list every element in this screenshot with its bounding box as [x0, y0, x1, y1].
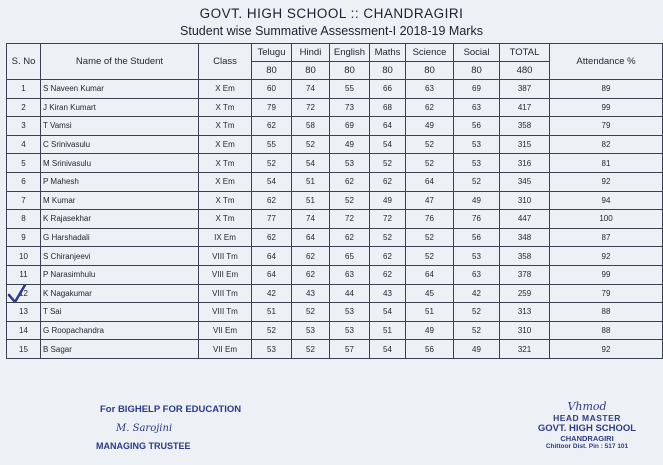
- cell-sno: 13: [7, 303, 41, 322]
- cell-name: P Narasimhulu: [41, 265, 199, 284]
- cell-name: G Roopachandra: [41, 321, 199, 340]
- cell-science: 49: [406, 321, 454, 340]
- cell-sno: 12: [7, 284, 41, 303]
- cell-class: VIII Em: [199, 265, 252, 284]
- cell-class: VIII Tm: [199, 247, 252, 266]
- cell-maths: 66: [370, 80, 406, 99]
- col-header-science: Science: [406, 44, 454, 62]
- col-header-name: Name of the Student: [41, 44, 199, 80]
- cell-science: 56: [406, 340, 454, 359]
- col-header-social: Social: [454, 44, 500, 62]
- cell-attendance: 92: [550, 247, 663, 266]
- cell-class: VIII Tm: [199, 303, 252, 322]
- cell-name: P Mahesh: [41, 172, 199, 191]
- cell-attendance: 79: [550, 284, 663, 303]
- cell-english: 62: [330, 172, 370, 191]
- cell-total: 316: [500, 154, 550, 173]
- cell-telugu: 51: [252, 303, 292, 322]
- cell-attendance: 82: [550, 135, 663, 154]
- cell-english: 72: [330, 210, 370, 229]
- cell-total: 313: [500, 303, 550, 322]
- cell-social: 53: [454, 154, 500, 173]
- cell-english: 53: [330, 321, 370, 340]
- cell-telugu: 60: [252, 80, 292, 99]
- table-row: [7, 321, 663, 340]
- cell-hindi: 74: [292, 80, 330, 99]
- cell-sno: 7: [7, 191, 41, 210]
- cell-social: 52: [454, 303, 500, 322]
- max-english: 80: [330, 62, 370, 80]
- table-row: [7, 135, 663, 154]
- cell-total: 358: [500, 117, 550, 136]
- cell-science: 49: [406, 117, 454, 136]
- cell-name: S Naveen Kumar: [41, 80, 199, 99]
- cell-attendance: 94: [550, 191, 663, 210]
- cell-name: B Sagar: [41, 340, 199, 359]
- cell-maths: 64: [370, 117, 406, 136]
- cell-maths: 62: [370, 247, 406, 266]
- cell-maths: 54: [370, 303, 406, 322]
- cell-attendance: 99: [550, 98, 663, 117]
- cell-total: 345: [500, 172, 550, 191]
- max-maths: 80: [370, 62, 406, 80]
- cell-name: C Srinivasulu: [41, 135, 199, 154]
- table-row: [7, 303, 663, 322]
- cell-class: X Tm: [199, 98, 252, 117]
- cell-hindi: 54: [292, 154, 330, 173]
- cell-class: X Tm: [199, 191, 252, 210]
- cell-sno: 1: [7, 80, 41, 99]
- cell-science: 52: [406, 228, 454, 247]
- cell-maths: 51: [370, 321, 406, 340]
- cell-english: 55: [330, 80, 370, 99]
- cell-science: 52: [406, 154, 454, 173]
- table-row: [7, 80, 663, 99]
- table-row: [7, 284, 663, 303]
- cell-social: 56: [454, 228, 500, 247]
- cell-hindi: 43: [292, 284, 330, 303]
- cell-social: 76: [454, 210, 500, 229]
- cell-science: 45: [406, 284, 454, 303]
- cell-science: 51: [406, 303, 454, 322]
- cell-sno: 11: [7, 265, 41, 284]
- marks-table: [6, 43, 663, 359]
- cell-sno: 2: [7, 98, 41, 117]
- cell-total: 315: [500, 135, 550, 154]
- cell-hindi: 62: [292, 265, 330, 284]
- cell-attendance: 81: [550, 154, 663, 173]
- table-row: [7, 172, 663, 191]
- cell-english: 73: [330, 98, 370, 117]
- cell-name: M Kumar: [41, 191, 199, 210]
- col-header-maths: Maths: [370, 44, 406, 62]
- cell-telugu: 53: [252, 340, 292, 359]
- table-row: [7, 210, 663, 229]
- cell-telugu: 79: [252, 98, 292, 117]
- school-title: GOVT. HIGH SCHOOL :: CHANDRAGIRI: [199, 6, 464, 21]
- cell-english: 63: [330, 265, 370, 284]
- cell-total: 348: [500, 228, 550, 247]
- table-row: [7, 340, 663, 359]
- cell-english: 57: [330, 340, 370, 359]
- headmaster-stamp: [522, 400, 652, 450]
- cell-name: K Rajasekhar: [41, 210, 199, 229]
- cell-total: 259: [500, 284, 550, 303]
- max-telugu: 80: [252, 62, 292, 80]
- cell-maths: 62: [370, 172, 406, 191]
- cell-telugu: 62: [252, 228, 292, 247]
- cell-name: S Chiranjeevi: [41, 247, 199, 266]
- cell-english: 49: [330, 135, 370, 154]
- col-header-attendance: Attendance %: [550, 44, 663, 80]
- cell-sno: 4: [7, 135, 41, 154]
- cell-hindi: 58: [292, 117, 330, 136]
- cell-attendance: 89: [550, 80, 663, 99]
- headmaster-signature: Vhmod: [567, 400, 607, 413]
- cell-social: 42: [454, 284, 500, 303]
- cell-english: 52: [330, 191, 370, 210]
- cell-name: T Sai: [41, 303, 199, 322]
- cell-telugu: 54: [252, 172, 292, 191]
- cell-telugu: 42: [252, 284, 292, 303]
- cell-attendance: 87: [550, 228, 663, 247]
- trustee-role: MANAGING TRUSTEE: [96, 441, 191, 451]
- cell-hindi: 52: [292, 303, 330, 322]
- cell-maths: 52: [370, 154, 406, 173]
- cell-hindi: 51: [292, 191, 330, 210]
- cell-telugu: 62: [252, 117, 292, 136]
- cell-maths: 54: [370, 135, 406, 154]
- cell-science: 62: [406, 98, 454, 117]
- table-row: [7, 228, 663, 247]
- col-header-hindi: Hindi: [292, 44, 330, 62]
- col-header-telugu: Telugu: [252, 44, 292, 62]
- cell-science: 52: [406, 135, 454, 154]
- cell-class: X Tm: [199, 154, 252, 173]
- cell-telugu: 64: [252, 247, 292, 266]
- cell-hindi: 52: [292, 340, 330, 359]
- cell-total: 358: [500, 247, 550, 266]
- cell-class: VII Em: [199, 340, 252, 359]
- cell-science: 63: [406, 80, 454, 99]
- cell-english: 53: [330, 303, 370, 322]
- stamp-title: HEAD MASTER: [553, 413, 621, 423]
- cell-maths: 54: [370, 340, 406, 359]
- col-header-sno: S. No: [7, 44, 41, 80]
- cell-social: 63: [454, 98, 500, 117]
- stamp-town: CHANDRAGIRI: [560, 434, 614, 443]
- table-row: [7, 191, 663, 210]
- header-row: [7, 44, 663, 62]
- cell-science: 64: [406, 265, 454, 284]
- cell-social: 56: [454, 117, 500, 136]
- table-row: [7, 247, 663, 266]
- cell-class: X Tm: [199, 117, 252, 136]
- cell-name: G Harshadali: [41, 228, 199, 247]
- cell-sno: 10: [7, 247, 41, 266]
- cell-english: 69: [330, 117, 370, 136]
- cell-maths: 62: [370, 265, 406, 284]
- cell-sno: 6: [7, 172, 41, 191]
- cell-class: X Tm: [199, 210, 252, 229]
- cell-maths: 72: [370, 210, 406, 229]
- cell-hindi: 74: [292, 210, 330, 229]
- cell-name: J Kiran Kumart: [41, 98, 199, 117]
- cell-science: 47: [406, 191, 454, 210]
- cell-hindi: 51: [292, 172, 330, 191]
- cell-hindi: 62: [292, 247, 330, 266]
- cell-social: 63: [454, 265, 500, 284]
- cell-science: 76: [406, 210, 454, 229]
- cell-maths: 68: [370, 98, 406, 117]
- cell-total: 321: [500, 340, 550, 359]
- stamp-address: Chittoor Dist. Pin : 517 101: [545, 443, 629, 450]
- cell-telugu: 62: [252, 191, 292, 210]
- cell-class: X Em: [199, 135, 252, 154]
- trustee-signature: M. Sarojini: [116, 423, 173, 434]
- cell-name: T Vamsi: [41, 117, 199, 136]
- cell-attendance: 92: [550, 340, 663, 359]
- table-row: [7, 98, 663, 117]
- cell-class: X Em: [199, 172, 252, 191]
- cell-social: 52: [454, 172, 500, 191]
- cell-hindi: 72: [292, 98, 330, 117]
- col-header-class: Class: [199, 44, 252, 80]
- cell-social: 52: [454, 321, 500, 340]
- cell-science: 64: [406, 172, 454, 191]
- cell-telugu: 77: [252, 210, 292, 229]
- cell-total: 417: [500, 98, 550, 117]
- cell-sno: 5: [7, 154, 41, 173]
- cell-science: 52: [406, 247, 454, 266]
- cell-name: K Nagakumar: [41, 284, 199, 303]
- cell-hindi: 52: [292, 135, 330, 154]
- cell-maths: 43: [370, 284, 406, 303]
- cell-english: 65: [330, 247, 370, 266]
- student-rows: [7, 80, 663, 359]
- cell-class: IX Em: [199, 228, 252, 247]
- col-header-total: TOTAL: [500, 44, 550, 62]
- max-total: 480: [500, 62, 550, 80]
- cell-class: X Em: [199, 80, 252, 99]
- cell-sno: 9: [7, 228, 41, 247]
- cell-maths: 49: [370, 191, 406, 210]
- table-row: [7, 265, 663, 284]
- cell-maths: 52: [370, 228, 406, 247]
- cell-telugu: 55: [252, 135, 292, 154]
- cell-attendance: 92: [550, 172, 663, 191]
- cell-hindi: 64: [292, 228, 330, 247]
- cell-english: 44: [330, 284, 370, 303]
- cell-total: 447: [500, 210, 550, 229]
- cell-hindi: 53: [292, 321, 330, 340]
- cell-total: 378: [500, 265, 550, 284]
- cell-total: 387: [500, 80, 550, 99]
- cell-telugu: 52: [252, 154, 292, 173]
- stamp-school: GOVT. HIGH SCHOOL: [537, 423, 637, 434]
- check-mark-icon: [7, 284, 27, 303]
- cell-english: 62: [330, 228, 370, 247]
- table-row: [7, 154, 663, 173]
- cell-sno: 14: [7, 321, 41, 340]
- col-header-english: English: [330, 44, 370, 62]
- cell-sno: 15: [7, 340, 41, 359]
- cell-total: 310: [500, 321, 550, 340]
- cell-class: VIII Tm: [199, 284, 252, 303]
- cell-social: 53: [454, 247, 500, 266]
- cell-attendance: 88: [550, 321, 663, 340]
- max-social: 80: [454, 62, 500, 80]
- sponsor-label: For BIGHELP FOR EDUCATION: [100, 404, 242, 415]
- cell-attendance: 100: [550, 210, 663, 229]
- cell-name: M Srinivasulu: [41, 154, 199, 173]
- cell-social: 69: [454, 80, 500, 99]
- cell-social: 49: [454, 191, 500, 210]
- cell-sno: 8: [7, 210, 41, 229]
- cell-social: 53: [454, 135, 500, 154]
- cell-attendance: 99: [550, 265, 663, 284]
- cell-english: 53: [330, 154, 370, 173]
- cell-telugu: 52: [252, 321, 292, 340]
- cell-sno: 3: [7, 117, 41, 136]
- cell-social: 49: [454, 340, 500, 359]
- cell-class: VII Em: [199, 321, 252, 340]
- cell-telugu: 64: [252, 265, 292, 284]
- cell-attendance: 79: [550, 117, 663, 136]
- sheet-subtitle: Student wise Summative Assessment-I 2018-19 Marks: [180, 24, 483, 38]
- cell-attendance: 88: [550, 303, 663, 322]
- table-row: [7, 117, 663, 136]
- max-hindi: 80: [292, 62, 330, 80]
- cell-total: 310: [500, 191, 550, 210]
- max-science: 80: [406, 62, 454, 80]
